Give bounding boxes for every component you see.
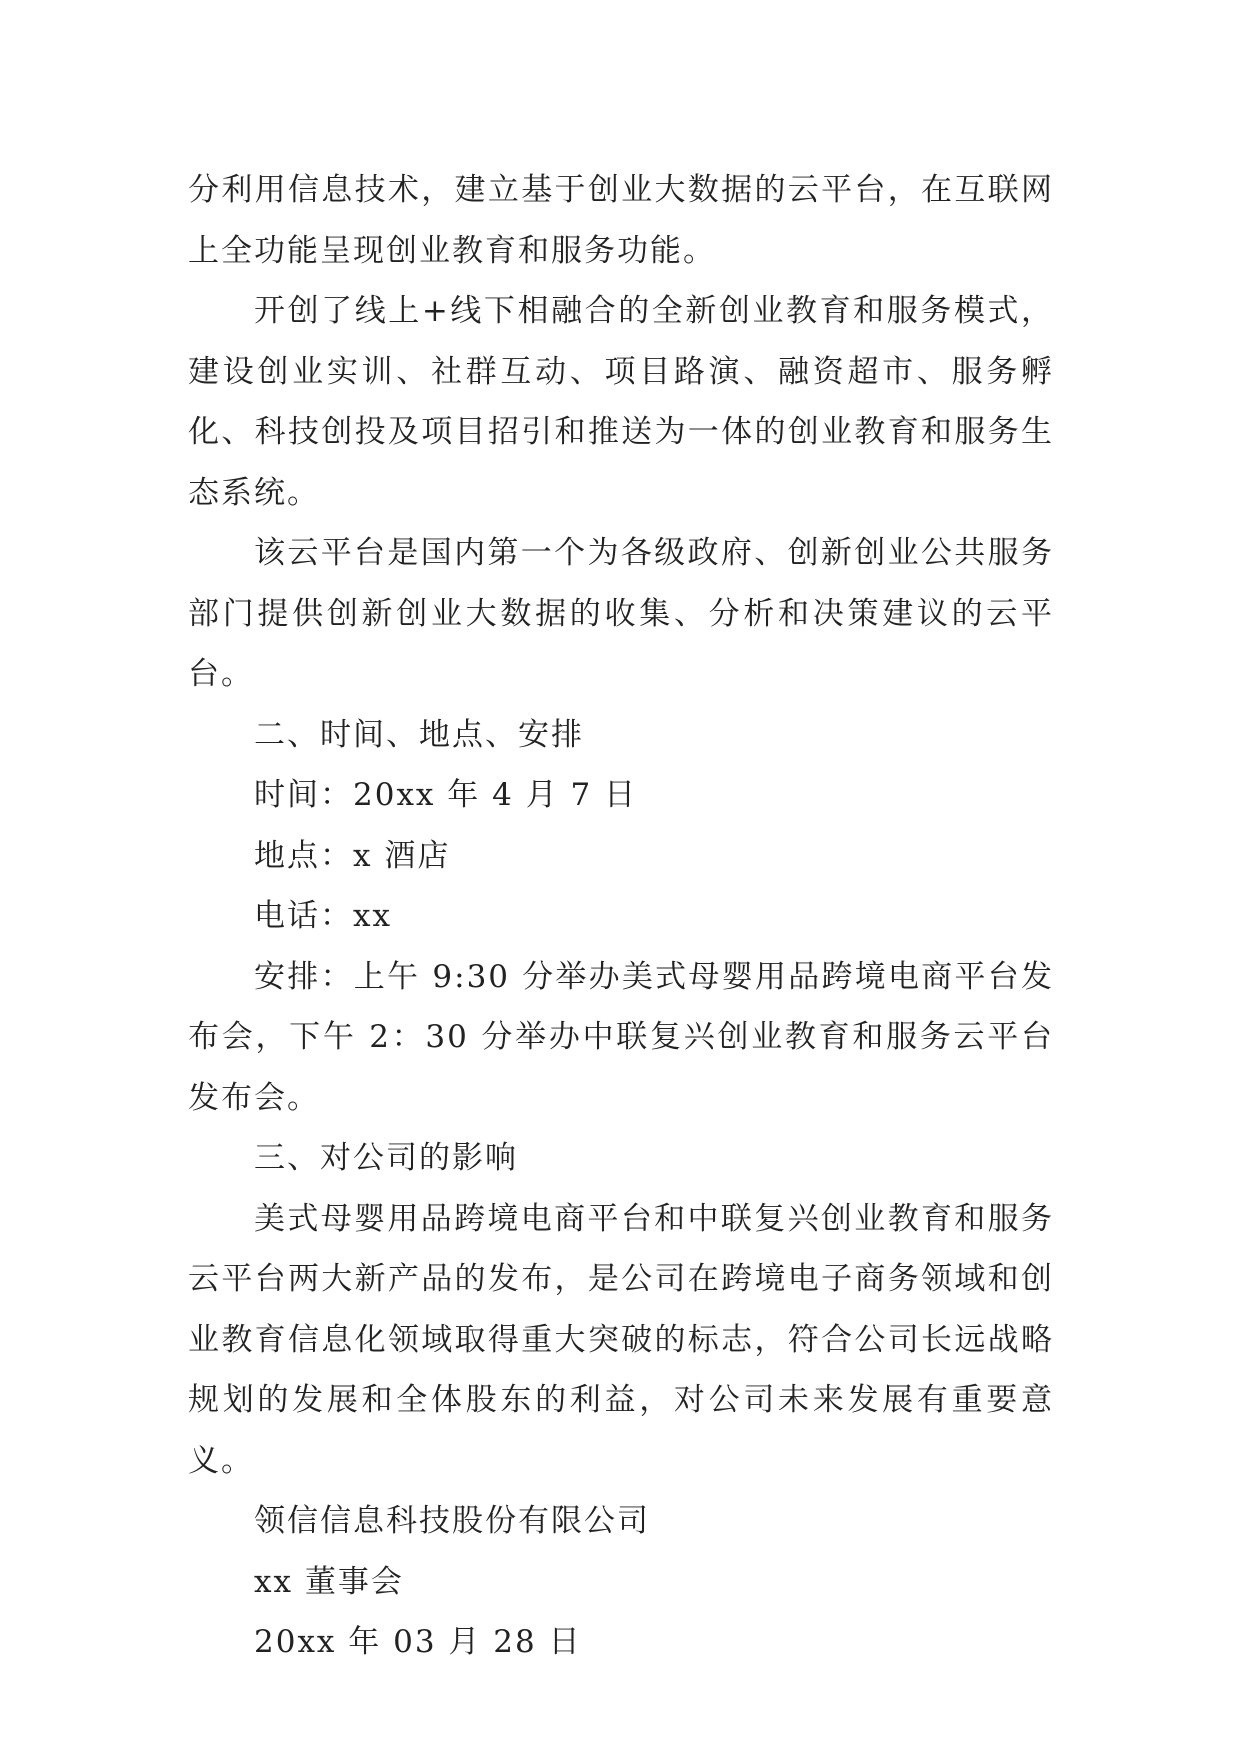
paragraph-cloud-platform: 该云平台是国内第一个为各级政府、创新创业公共服务部门提供创新创业大数据的收集、分析和决策建议的云平台。 [188,535,1054,692]
paragraph-online-offline-model: 开创了线上+线下相融合的全新创业教育和服务模式，建设创业实训、社群互动、项目路演、融资超市、服务孵化、科技创投及项目招引和推送为一体的创业教育和服务生态系统。 [188,293,1054,511]
signature-board: xx 董事会 [254,1563,404,1600]
event-phone: 电话：xx [254,898,392,934]
section-heading-impact: 三、对公司的影响 [254,1140,518,1176]
paragraph-impact: 美式母婴用品跨境电商平台和中联复兴创业教育和服务云平台两大新产品的发布，是公司在跨境电子商务领域和创业教育信息化领域取得重大突破的标志，符合公司长远战略规划的发展和全体股东的利益，对公司未来发展有重要意义。 [188,1200,1054,1479]
signature-company: 领信信息科技股份有限公司 [254,1503,650,1539]
event-place: 地点：x 酒店 [254,837,451,874]
event-arrangement: 安排：上午 9:30 分举办美式母婴用品跨境电商平台发布会，下午 2：30 分举办中联复兴创业教育和服务云平台发布会。 [188,958,1054,1116]
event-time: 时间：20xx 年 4 月 7 日 [254,777,638,813]
section-heading-time-place: 二、时间、地点、安排 [254,716,584,753]
paragraph-continuation: 分利用信息技术，建立基于创业大数据的云平台，在互联网上全功能呈现创业教育和服务功能。 [188,172,1054,269]
document-body [188,160,1054,1673]
signature-date: 20xx 年 03 月 28 日 [254,1624,582,1660]
